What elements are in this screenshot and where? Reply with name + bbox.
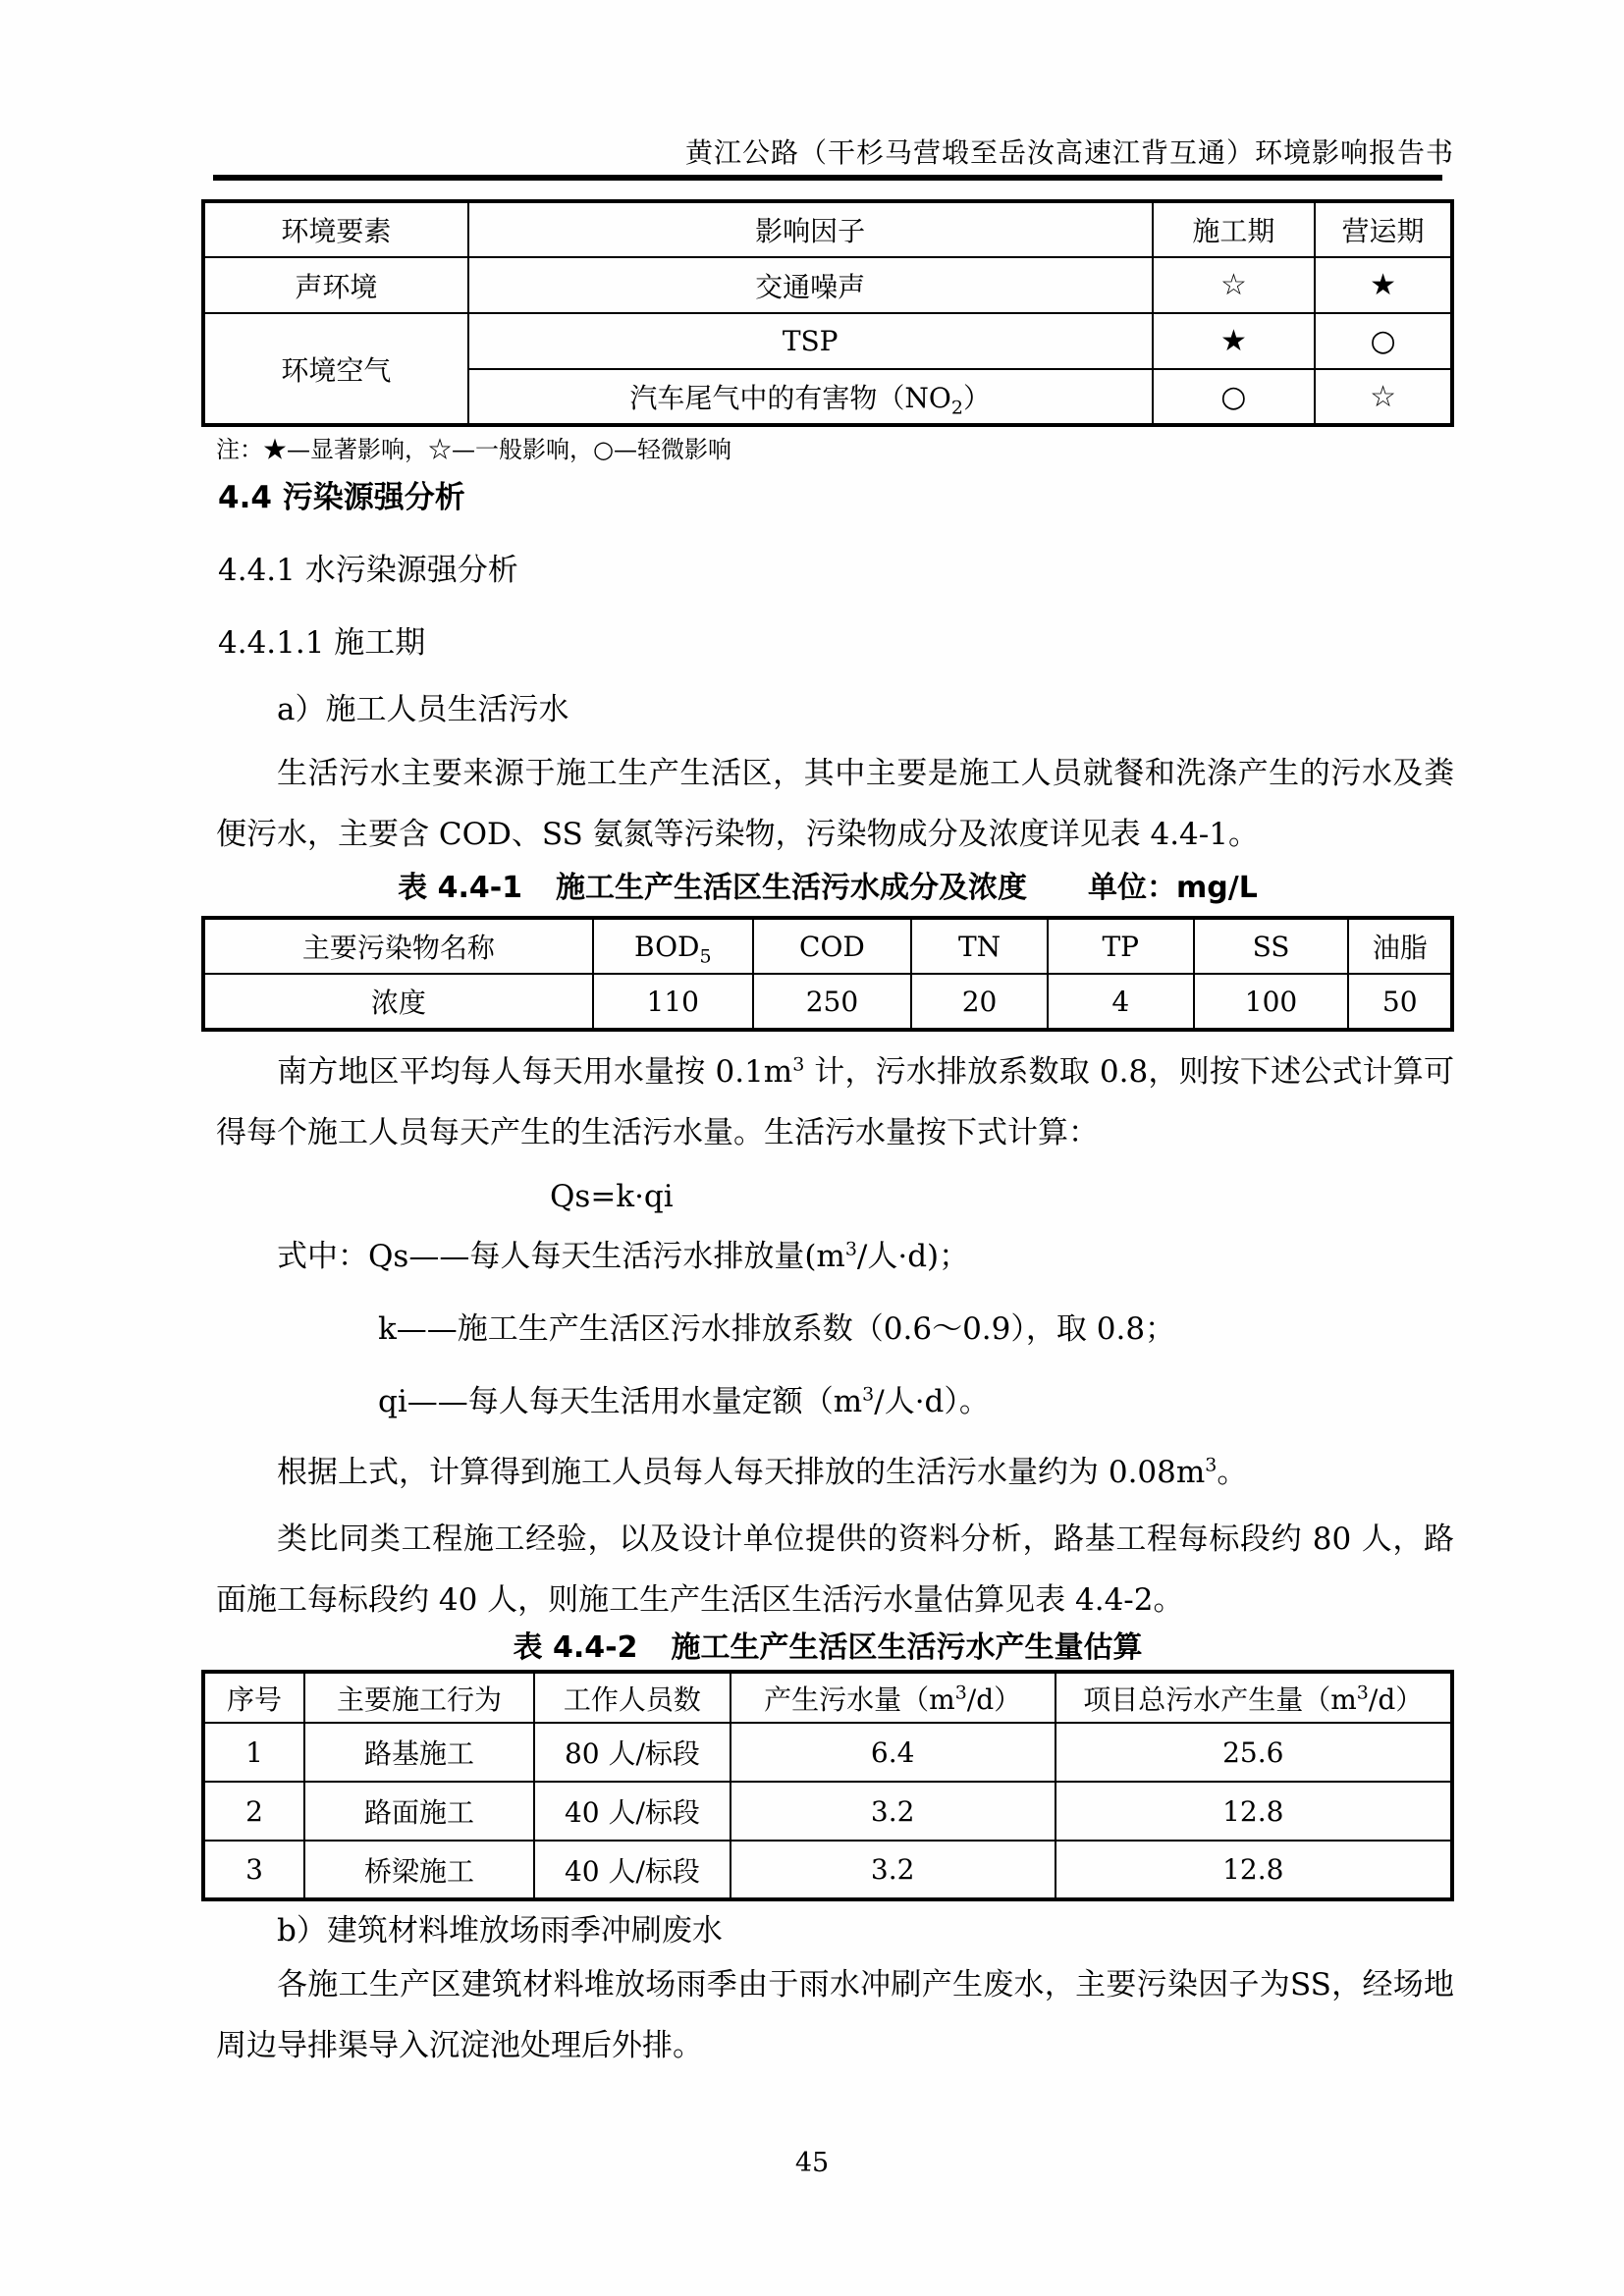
definition-qi bbox=[378, 1379, 1454, 1424]
formula-qs: Qs=k·qi bbox=[550, 1179, 674, 1214]
table-row-sound bbox=[203, 257, 1452, 313]
table2-title-text: 施工生产生活区生活污水产生量估算 bbox=[671, 1630, 1143, 1665]
paragraph-material-runoff: 各施工生产区建筑材料堆放场雨季由于雨水冲刷产生废水，主要污染因子为SS，经场地周边导排渠导入沉淀池处理后外排。 bbox=[216, 1967, 1454, 2063]
cell-workers-3: 40 人/标段 bbox=[534, 1841, 731, 1899]
impact-table-header-row bbox=[203, 201, 1452, 257]
cell-sound-element: 声环境 bbox=[203, 257, 468, 313]
cell-total-2: 12.8 bbox=[1056, 1782, 1453, 1841]
cell-volume-1: 6.4 bbox=[731, 1723, 1056, 1782]
cell-sound-factor: 交通噪声 bbox=[468, 257, 1153, 313]
table-legend-note: 注：★—显著影响，☆—一般影响，○—轻微影响 bbox=[216, 436, 731, 463]
cell-no2-factor bbox=[468, 369, 1153, 425]
table2-label: 表 4.4-2 bbox=[513, 1630, 638, 1665]
table1-title bbox=[201, 871, 1454, 906]
table1-label: 表 4.4-1 bbox=[398, 871, 523, 905]
table-row-roadbed bbox=[203, 1723, 1452, 1782]
sewage-volume-text-2: /d） bbox=[966, 1682, 1022, 1716]
paragraph-water-usage bbox=[216, 1041, 1454, 1163]
cell-tn-value: 20 bbox=[911, 974, 1048, 1030]
table1-value-row bbox=[203, 974, 1452, 1030]
col-activity: 主要施工行为 bbox=[304, 1672, 534, 1723]
cell-sound-operation-symbol: ★ bbox=[1315, 257, 1452, 313]
no2-subscript: 2 bbox=[950, 397, 963, 419]
cell-index-1: 1 bbox=[203, 1723, 304, 1782]
cell-workers-2: 40 人/标段 bbox=[534, 1782, 731, 1841]
cell-activity-3: 桥梁施工 bbox=[304, 1841, 534, 1899]
col-tn: TN bbox=[911, 918, 1048, 974]
bod-subscript: 5 bbox=[699, 945, 712, 968]
cell-concentration-label: 浓度 bbox=[203, 974, 593, 1030]
col-header-construction: 施工期 bbox=[1153, 201, 1315, 257]
paragraph-analogy: 类比同类工程施工经验，以及设计单位提供的资料分析，路基工程每标段约 80 人，路面施工每标段约 40 人，则施工生产生活区生活污水量估算见表 4.4-2。 bbox=[216, 1522, 1454, 1618]
col-tp: TP bbox=[1048, 918, 1194, 974]
definition-qs-text: 式中：Qs——每人每天生活污水排放量(m bbox=[277, 1239, 845, 1274]
table-row-tsp bbox=[203, 313, 1452, 369]
col-header-element: 环境要素 bbox=[203, 201, 468, 257]
cell-volume-3: 3.2 bbox=[731, 1841, 1056, 1899]
cell-bod5-value: 110 bbox=[593, 974, 753, 1030]
page-header bbox=[201, 135, 1454, 171]
table-row-bridge bbox=[203, 1841, 1452, 1899]
col-pollutant-name: 主要污染物名称 bbox=[203, 918, 593, 974]
col-workers: 工作人员数 bbox=[534, 1672, 731, 1723]
list-item-a: a）施工人员生活污水 bbox=[277, 692, 569, 727]
cell-total-1: 25.6 bbox=[1056, 1723, 1453, 1782]
header-title: 黄江公路（干杉马营塅至岳汝高速江背互通）环境影响报告书 bbox=[684, 136, 1454, 169]
cell-air-element: 环境空气 bbox=[203, 313, 468, 425]
no2-text-close: ） bbox=[962, 382, 991, 414]
cell-total-3: 12.8 bbox=[1056, 1841, 1453, 1899]
definition-qs-text-2: /人·d)； bbox=[856, 1239, 970, 1274]
definition-k: k——施工生产生活区污水排放系数（0.6～0.9），取 0.8； bbox=[378, 1311, 1176, 1347]
paragraph-result bbox=[216, 1450, 1454, 1495]
heading-4-4-1-1: 4.4.1.1 施工期 bbox=[218, 625, 426, 661]
table1-header-row bbox=[203, 918, 1452, 974]
sewage-composition-table bbox=[201, 916, 1454, 1032]
sewage-estimation-table bbox=[201, 1670, 1454, 1901]
paragraph-domestic-sewage: 生活污水主要来源于施工生产生活区，其中主要是施工人员就餐和洗涤产生的污水及粪便污水，主要含 COD、SS 氨氮等污染物，污染物成分及浓度详见表 4.4-1。 bbox=[216, 756, 1454, 852]
definition-qi-text: qi——每人每天生活用水量定额（m bbox=[378, 1384, 863, 1419]
col-sewage-volume bbox=[731, 1672, 1056, 1723]
cell-sound-construction-symbol: ☆ bbox=[1153, 257, 1315, 313]
cell-workers-1: 80 人/标段 bbox=[534, 1723, 731, 1782]
impact-factor-table bbox=[201, 199, 1454, 427]
cell-activity-2: 路面施工 bbox=[304, 1782, 534, 1841]
cell-ss-value: 100 bbox=[1194, 974, 1349, 1030]
col-oil: 油脂 bbox=[1348, 918, 1452, 974]
definition-qs bbox=[277, 1234, 1454, 1279]
cubic-superscript: 3 bbox=[1205, 1454, 1218, 1476]
result-text: 根据上式，计算得到施工人员每人每天排放的生活污水量约为 0.08m bbox=[277, 1455, 1206, 1490]
table-row-pavement bbox=[203, 1782, 1452, 1841]
page-number: 45 bbox=[794, 2148, 830, 2178]
table1-title-text: 施工生产生活区生活污水成分及浓度 bbox=[556, 871, 1028, 905]
cubic-superscript: 3 bbox=[1356, 1682, 1369, 1704]
cell-index-2: 2 bbox=[203, 1782, 304, 1841]
list-item-b: b）建筑材料堆放场雨季冲刷废水 bbox=[277, 1913, 723, 1949]
col-header-operation: 营运期 bbox=[1315, 201, 1452, 257]
total-sewage-text-2: /d） bbox=[1368, 1682, 1424, 1716]
table2-header-row bbox=[203, 1672, 1452, 1723]
total-sewage-text: 项目总污水产生量（m bbox=[1083, 1682, 1357, 1716]
water-usage-text-2: 计，污水排放系数取 0.8，则按下述公式计算可得每个施工人员每天产生的生活污水量。生活污水量按下式计算： bbox=[216, 1054, 1454, 1150]
definition-qi-text-2: /人·d）。 bbox=[874, 1384, 990, 1419]
cubic-superscript: 3 bbox=[954, 1682, 967, 1704]
cubic-superscript: 3 bbox=[862, 1383, 875, 1406]
cell-tsp-factor: TSP bbox=[468, 313, 1153, 369]
cell-cod-value: 250 bbox=[753, 974, 912, 1030]
col-header-factor: 影响因子 bbox=[468, 201, 1153, 257]
water-usage-text: 南方地区平均每人每天用水量按 0.1m bbox=[277, 1054, 793, 1090]
no2-text: 汽车尾气中的有害物（NO bbox=[629, 382, 951, 414]
cell-no2-construction-symbol: ○ bbox=[1153, 369, 1315, 425]
cubic-superscript: 3 bbox=[792, 1053, 805, 1076]
result-text-2: 。 bbox=[1217, 1455, 1248, 1490]
heading-4-4: 4.4 污染源强分析 bbox=[218, 480, 465, 515]
cell-tsp-construction-symbol: ★ bbox=[1153, 313, 1315, 369]
cell-no2-operation-symbol: ☆ bbox=[1315, 369, 1452, 425]
col-cod: COD bbox=[753, 918, 912, 974]
cell-tsp-operation-symbol: ○ bbox=[1315, 313, 1452, 369]
cell-index-3: 3 bbox=[203, 1841, 304, 1899]
cell-activity-1: 路基施工 bbox=[304, 1723, 534, 1782]
sewage-volume-text: 产生污水量（m bbox=[764, 1682, 955, 1716]
col-ss: SS bbox=[1194, 918, 1349, 974]
bod-text: BOD bbox=[633, 930, 700, 963]
col-bod5 bbox=[593, 918, 753, 974]
heading-4-4-1: 4.4.1 水污染源强分析 bbox=[218, 553, 518, 588]
header-rule bbox=[213, 175, 1442, 181]
col-total-sewage bbox=[1056, 1672, 1453, 1723]
table1-unit: 单位：mg/L bbox=[1088, 871, 1258, 905]
cell-tp-value: 4 bbox=[1048, 974, 1194, 1030]
col-index: 序号 bbox=[203, 1672, 304, 1723]
cell-volume-2: 3.2 bbox=[731, 1782, 1056, 1841]
cell-oil-value: 50 bbox=[1348, 974, 1452, 1030]
table2-title bbox=[201, 1630, 1454, 1666]
cubic-superscript: 3 bbox=[844, 1238, 857, 1260]
